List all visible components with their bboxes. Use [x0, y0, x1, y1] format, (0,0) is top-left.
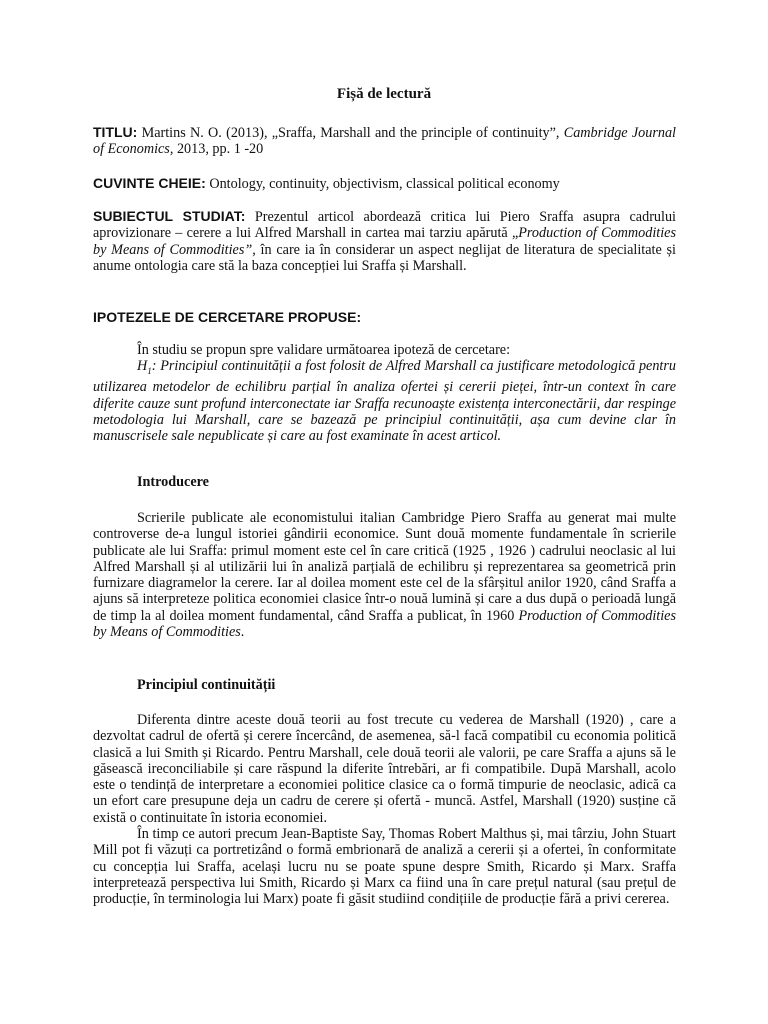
titlu-text: Martins N. O. (2013), „Sraffa, Marshall and the principle of continuity”, [137, 125, 564, 141]
cuvinte-text: Ontology, continuity, objectivism, classical political economy [205, 176, 560, 192]
ipoteze-heading: IPOTEZELE DE CERCETARE PROPUSE: [93, 309, 362, 325]
subiect-text-a: Prezentul articol abordează critica lui Piero Sraffa asupra cadrului aprovizionare – cerere a lui Alfred Marshall in cartea mai tarziu apărută „ [93, 209, 676, 242]
intro-heading: Introducere [137, 474, 209, 490]
intro-paragraph [93, 510, 676, 640]
subiect-label: SUBIECTUL STUDIAT: [93, 208, 246, 224]
principle-heading: Principiul continuității [137, 677, 276, 693]
titlu-journal: Cambridge Journal of Economics, [93, 125, 676, 158]
subject-section [93, 208, 676, 274]
cuvinte-label: CUVINTE CHEIE: [93, 175, 206, 191]
intro-text-a: Scrierile publicate ale economistului italian Cambridge Piero Sraffa au generat mai multe controverse de-a lungul istoriei gândirii economice. Sunt două momente fundamentale în scrierile publicate ale lui Sraffa: primul moment este cel în care critică (1925 , 1926 ) cadrului neoclasic al lui Alfred Marshall și al utilizării lui în analiză parțială de echilibru și reprezentarea sa geometrică prin furnizare diagramelor la cerere. Iar al doilea moment este cel de la sfârșitul anilor 1920, când Sraffa a ajuns să interpreteze politica economiei clasice într-o nouă lumină și care a dus după o perioadă lungă de timp la al doilea moment fundamental, când Sraffa a publicat, în 1960 [93, 510, 676, 624]
hyp-body: : Principiul continuității a fost folosit de Alfred Marshall ca justificare metodologică pentru utilizarea metodelor de echilibru parțial în analiza ofertei și cererii pieței, într-un context în care diferite cauze sunt profund interconectate iar Sraffa recunoaște existența interconectării, dar respinge metodologia lui Marshall, care se bazează pe principiul continuității, așa cum devine clar în manuscrisele sale nepublicate și care au fost examinate în acest articol. [93, 358, 676, 445]
hypothesis-section [93, 342, 676, 445]
principle-paragraph-2: În timp ce autori precum Jean-Baptiste Say, Thomas Robert Malthus și, mai târziu, John Stuart Mill pot fi văzuți ca portretizând o formă embrionară de analiză a cererii și a ofertei, în conformitate cu concepția lui Sraffa, același lucru nu se poate spune despre Smith, Ricardo și Marx. Sraffa interpretează perspectiva lui Smith, Ricardo și Marx ca fiind una în care prețul natural (sau prețul de producție, în terminologia lui Marx) poate fi găsit studiind condițiile de producție fără a privi cererea. [93, 826, 676, 908]
ipoteze-intro: În studiu se propun spre validare următoarea ipoteză de cercetare: [137, 342, 511, 358]
intro-section [93, 510, 676, 640]
title-section [93, 124, 676, 158]
intro-text-b: . [240, 624, 245, 641]
principle-section [93, 712, 676, 908]
hyp-sub: 1 [147, 366, 152, 377]
titlu-label: TITLU: [93, 124, 138, 140]
titlu-pages: 2013, pp. 1 -20 [173, 141, 264, 158]
keywords-section [93, 175, 676, 192]
subiect-book: Production of Commodities by Means of Commodities”, [93, 225, 676, 258]
document-title: Fișă de lectură [336, 86, 432, 102]
intro-book: Production of Commodities by Means of Commodities [93, 607, 676, 641]
hypothesis-text [93, 358, 676, 444]
subiect-text-b: în care ia în considerar un aspect neglijat de literatura de specialitate și anume ontologia care stă la baza concepției lui Sraffa și Marshall. [93, 241, 676, 274]
hyp-label: H [137, 358, 148, 375]
principle-paragraph-1: Diferenta dintre aceste două teorii au fost trecute cu vederea de Marshall (1920) , care a dezvoltat cadrul de ofertă și cerere încercând, de asemenea, să-l facă compatibil cu economia politică clasică a lui Smith și Ricardo. Pentru Marshall, cele două teorii ale valorii, pe care Sraffa a ajuns să le găsească ireconciliabile și care răspund la diferite întrebări, ar fi compatibile. După Marshall, acolo este o tendință de interpretare a economiei politice clasice ca o formă timpurie de neoclasic, adică ca un efort care presupune deja un cadru de cerere și ofertă - muncă. Astfel, Marshall (1920) susține că există o continuitate în istoria economiei. [93, 712, 676, 826]
